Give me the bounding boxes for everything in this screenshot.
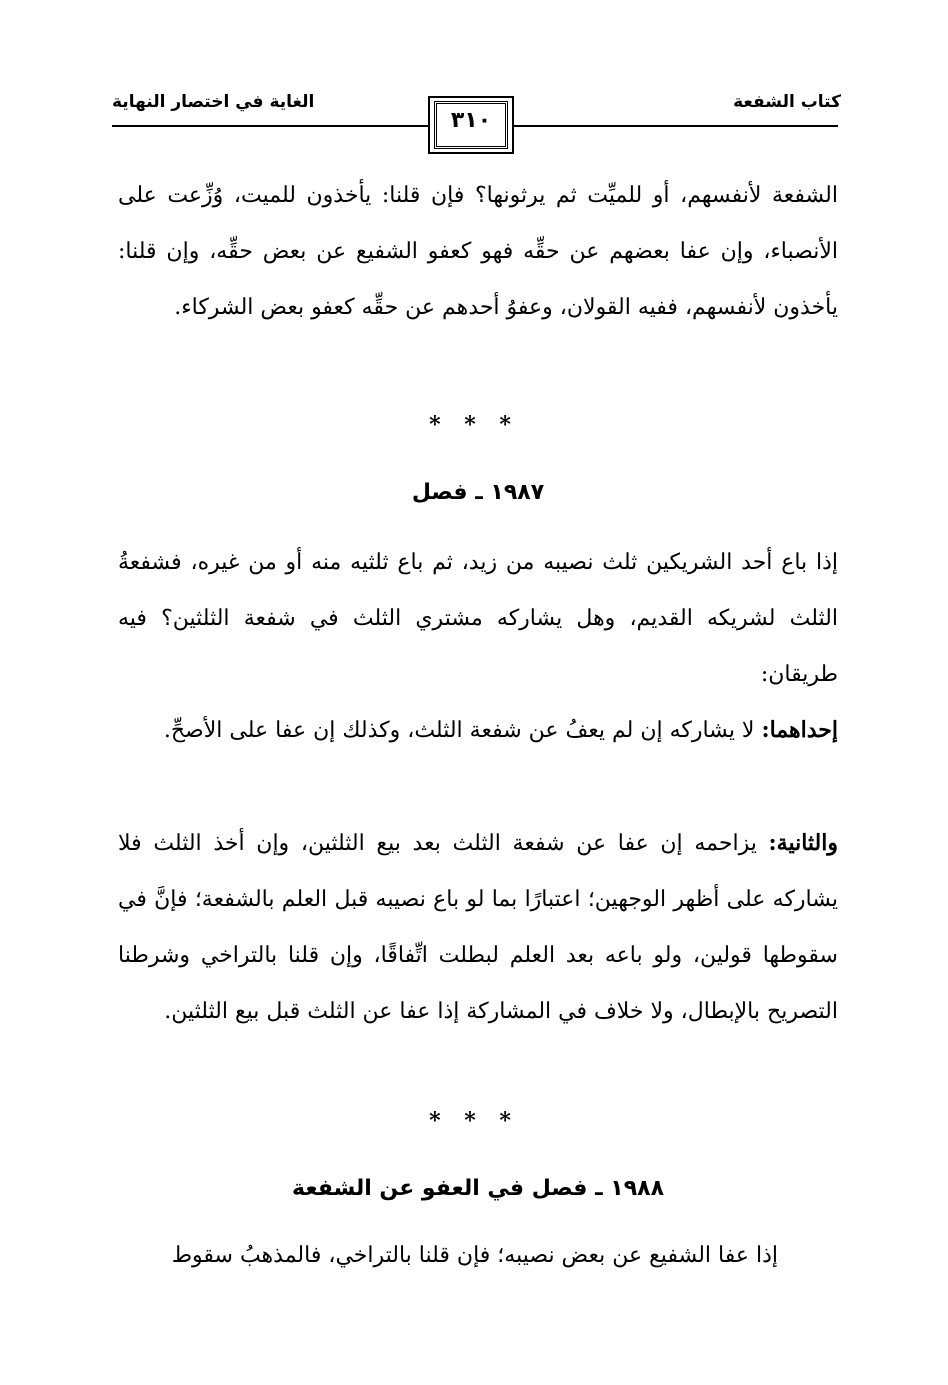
running-head-book-title: الغاية في اختصار النهاية: [112, 92, 315, 112]
second-method-text: يزاحمه إن عفا عن شفعة الثلث بعد بيع الثلثين، وإن أخذ الثلث فلا يشاركه على أظهر الوجهين؛ اعتبارًا بما لو باع نصيبه قبل العلم بالشفعة؛ فإنَّ في سقوطها قولين، ولو باعه بعد العلم لبطلت اتِّفاقًا، وإن قلنا بالتراخي وشرطنا التصريح بالإبطال، ولا خلاف في المشاركة إذا عفا عن الثلث قبل بيع الثلثين.: [118, 831, 838, 1024]
paragraph-first-method: [118, 702, 838, 759]
section-heading-1987: ١٩٨٧ ـ فصل: [411, 480, 545, 505]
paragraph-second-method: [118, 815, 838, 1040]
paragraph-continuation: الشفعة لأنفسهم، أو للميِّت ثم يرثونها؟ فإن قلنا: يأخذون للميت، وُزِّعت على الأنصباء، وإن عفا بعضهم عن حقِّه فهو كعفو الشفيع عن بعض حقِّه، وإن قلنا: يأخذون لأنفسهم، ففيه القولان، وعفوُ أحدهم عن حقِّه كعفو بعض الشركاء.: [118, 183, 838, 320]
section-separator: * * *: [429, 412, 519, 438]
first-method-text: لا يشاركه إن لم يعفُ عن شفعة الثلث، وكذلك إن عفا على الأصحِّ.: [163, 718, 762, 743]
running-head-chapter: كتاب الشفعة: [733, 92, 841, 112]
paragraph-partial-waiver: إذا عفا الشفيع عن بعض نصيبه؛ فإن قلنا بالتراخي، فالمذهبُ سقوط: [171, 1243, 778, 1268]
paragraph-sale-of-shares: إذا باع أحد الشريكين ثلث نصيبه من زيد، ثم باع ثلثيه منه أو من غيره، فشفعةُ الثلث لشريكه القديم، وهل يشاركه مشتري الثلث في شفعة الثلثين؟ فيه طريقان:: [118, 550, 838, 687]
second-method-label: والثانية:: [768, 830, 838, 856]
first-method-label: إحداهما:: [761, 717, 838, 743]
section-heading-1988: ١٩٨٨ ـ فصل في العفو عن الشفعة: [291, 1176, 665, 1201]
page-number: ٣١٠: [450, 108, 492, 133]
section-separator: * * *: [429, 1108, 519, 1134]
header-rule-left: [112, 125, 430, 127]
page-number-frame: [428, 96, 514, 154]
header-rule-right: [512, 125, 838, 127]
